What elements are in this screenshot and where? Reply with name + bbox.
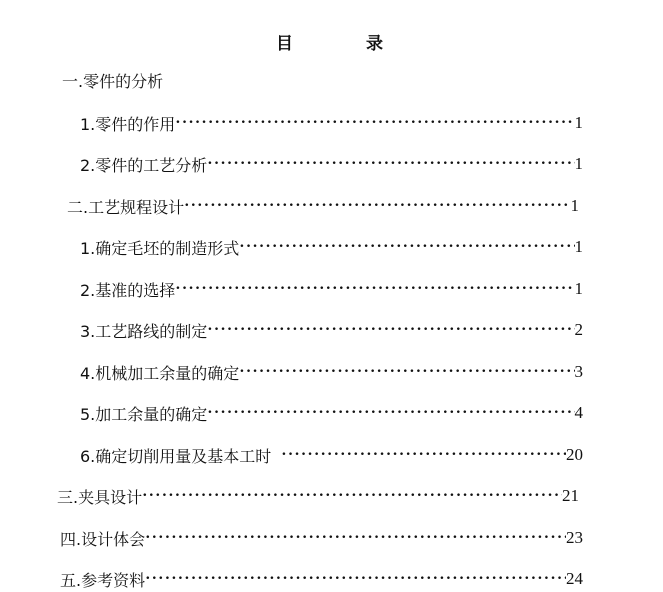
toc-entry[interactable]: [80, 444, 583, 466]
dot-leader: [239, 236, 574, 258]
toc-page-number: 1: [574, 237, 583, 256]
dot-leader: [145, 527, 566, 549]
toc-entry[interactable]: [80, 319, 583, 341]
toc-entry[interactable]: [80, 402, 583, 424]
toc-label: 1.确定毛坯的制造形式: [80, 238, 240, 258]
dot-leader: [175, 278, 574, 300]
toc-label: 四.设计体会: [60, 529, 146, 549]
toc-label: 6.确定切削用量及基本工时: [80, 446, 272, 466]
toc-entry[interactable]: [80, 278, 583, 300]
toc-page-number: 21: [562, 486, 579, 505]
toc-title-char-2: 录: [366, 34, 383, 54]
toc-page-number: 2: [574, 320, 583, 339]
toc-page-number: 23: [566, 528, 583, 547]
toc-section-1[interactable]: [62, 69, 163, 91]
toc-label: 2.零件的工艺分析: [80, 155, 208, 175]
dot-leader: [184, 195, 570, 217]
toc-label: 五.参考资料: [60, 570, 146, 590]
toc-entry[interactable]: [80, 361, 583, 383]
toc-section-2[interactable]: [67, 195, 579, 217]
toc-title-char-1: 目: [276, 34, 293, 54]
toc-section-5[interactable]: [60, 568, 583, 590]
toc-page-number: 1: [570, 196, 579, 215]
dot-leader: [175, 112, 574, 134]
toc-page-number: 20: [566, 445, 583, 464]
dot-leader: [207, 153, 574, 175]
toc-page-number: 3: [574, 362, 583, 381]
dot-leader: [207, 402, 574, 424]
toc-page-number: 1: [574, 113, 583, 132]
toc-label: 三.夹具设计: [57, 487, 143, 507]
toc-page-number: 1: [574, 154, 583, 173]
toc-label: 二.工艺规程设计: [67, 197, 185, 217]
toc-page-number: 24: [566, 569, 583, 588]
toc-label: 1.零件的作用: [80, 114, 176, 134]
toc-label: 5.加工余量的确定: [80, 404, 208, 424]
dot-leader: [145, 568, 566, 590]
toc-label: 4.机械加工余量的确定: [80, 363, 240, 383]
toc-label: 一.零件的分析: [62, 71, 164, 91]
toc-page-number: 4: [574, 403, 583, 422]
dot-leader: [142, 485, 562, 507]
toc-label: 3.工艺路线的制定: [80, 321, 208, 341]
toc-entry[interactable]: [80, 236, 583, 258]
toc-page-number: 1: [574, 279, 583, 298]
dot-leader: [281, 444, 566, 466]
toc-entry[interactable]: [80, 112, 583, 134]
toc-label: 2.基准的选择: [80, 280, 176, 300]
toc-section-3[interactable]: [57, 485, 579, 507]
dot-leader: [207, 319, 574, 341]
toc-entry[interactable]: [80, 153, 583, 175]
toc-section-4[interactable]: [60, 527, 583, 549]
dot-leader: [239, 361, 574, 383]
